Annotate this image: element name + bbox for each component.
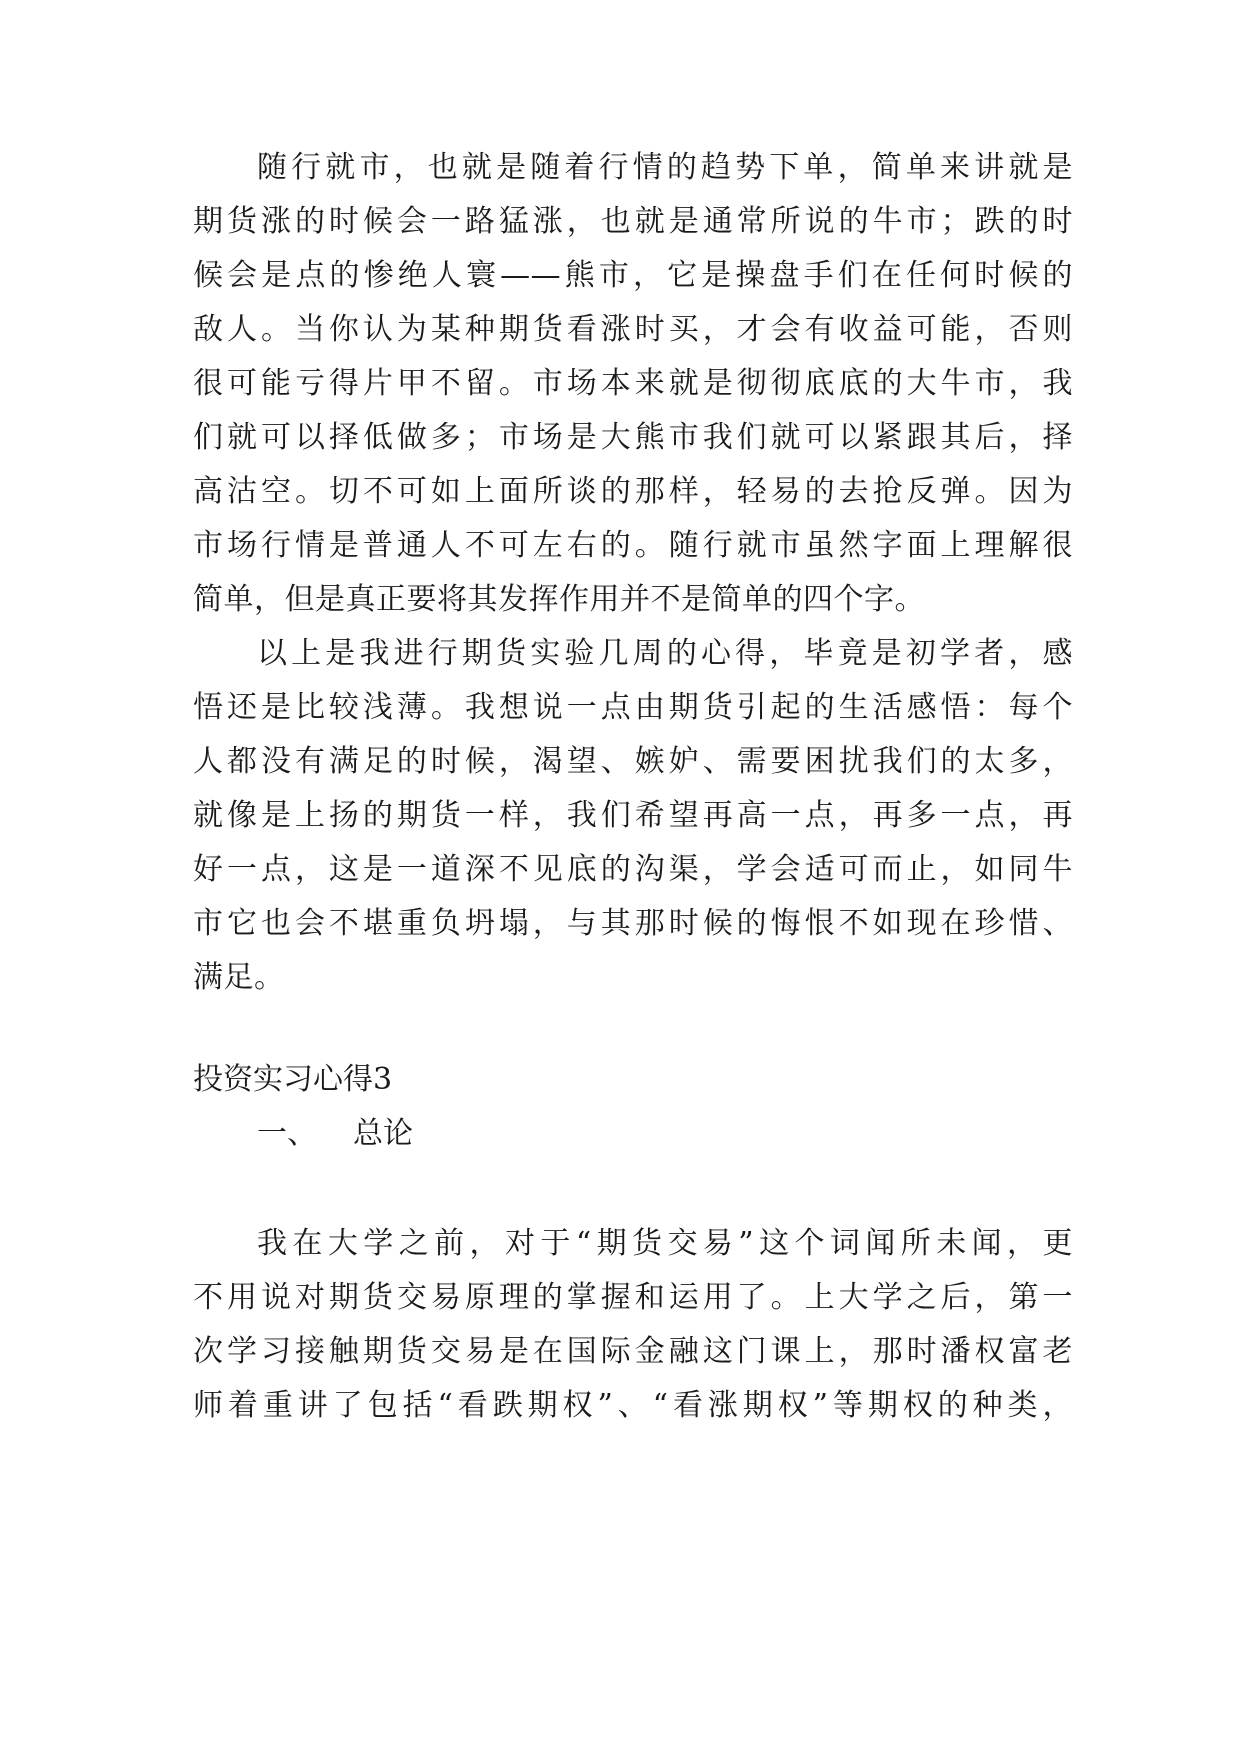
paragraph-line: 悟还是比较浅薄。我想说一点由期货引起的生活感悟：每个 bbox=[193, 690, 1073, 725]
paragraph-line: 市它也会不堪重负坍塌，与其那时候的悔恨不如现在珍惜、 bbox=[193, 906, 1073, 941]
paragraph-line: 期货涨的时候会一路猛涨，也就是通常所说的牛市；跌的时 bbox=[193, 204, 1073, 239]
paragraph-line: 随行就市，也就是随着行情的趋势下单，简单来讲就是 bbox=[257, 150, 1073, 185]
subsection-title: 总论 bbox=[353, 1116, 413, 1151]
paragraph-line: 好一点，这是一道深不见底的沟渠，学会适可而止，如同牛 bbox=[193, 852, 1073, 887]
subsection-heading bbox=[257, 1114, 413, 1154]
paragraph-line: 高沽空。切不可如上面所谈的那样，轻易的去抢反弹。因为 bbox=[193, 474, 1073, 509]
paragraph-line: 敌人。当你认为某种期货看涨时买，才会有收益可能，否则 bbox=[193, 312, 1073, 347]
paragraph-line: 就像是上扬的期货一样，我们希望再高一点，再多一点，再 bbox=[193, 798, 1073, 833]
section-title: 投资实习心得3 bbox=[193, 1062, 393, 1097]
paragraph-line: 候会是点的惨绝人寰——熊市，它是操盘手们在任何时候的 bbox=[193, 258, 1073, 293]
subsection-number: 一、 bbox=[257, 1116, 317, 1151]
paragraph-line: 人都没有满足的时候，渴望、嫉妒、需要困扰我们的太多， bbox=[193, 744, 1073, 779]
paragraph-line: 不用说对期货交易原理的掌握和运用了。上大学之后，第一 bbox=[193, 1280, 1073, 1315]
paragraph-line: 满足。 bbox=[193, 960, 285, 995]
paragraph-line: 很可能亏得片甲不留。市场本来就是彻彻底底的大牛市，我 bbox=[193, 366, 1073, 401]
paragraph-line: 简单，但是真正要将其发挥作用并不是简单的四个字。 bbox=[193, 582, 925, 617]
paragraph-line: 次学习接触期货交易是在国际金融这门课上，那时潘权富老 bbox=[193, 1334, 1073, 1369]
paragraph-line: 市场行情是普通人不可左右的。随行就市虽然字面上理解很 bbox=[193, 528, 1073, 563]
paragraph-line: 我在大学之前，对于“期货交易”这个词闻所未闻，更 bbox=[257, 1226, 1073, 1261]
paragraph-line: 以上是我进行期货实验几周的心得，毕竟是初学者，感 bbox=[257, 636, 1073, 671]
paragraph-line: 师着重讲了包括“看跌期权”、“看涨期权”等期权的种类， bbox=[193, 1388, 1073, 1423]
paragraph-line: 们就可以择低做多；市场是大熊市我们就可以紧跟其后，择 bbox=[193, 420, 1073, 455]
